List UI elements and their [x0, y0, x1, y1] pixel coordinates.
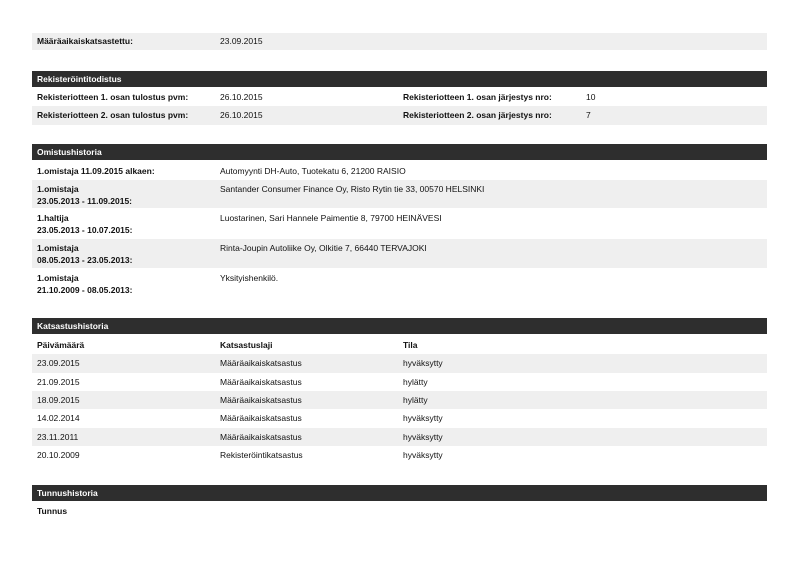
- table-row: [32, 391, 767, 409]
- ownership-role: [37, 242, 220, 266]
- registration-value: 26.10.2015: [220, 110, 263, 120]
- inspection-status: hylätty: [403, 377, 428, 387]
- inspection-type: Määräaikaiskatsastus: [220, 432, 302, 442]
- owner-role: 1.haltija: [37, 213, 69, 223]
- inspection-date-value: 23.09.2015: [220, 36, 263, 46]
- inspection-status: hyväksytty: [403, 432, 443, 442]
- inspection-section-header: Katsastushistoria: [32, 318, 767, 334]
- inspection-date: 18.09.2015: [37, 395, 80, 405]
- registration-value: 26.10.2015: [220, 92, 263, 102]
- table-row: [32, 428, 767, 446]
- inspection-date: 20.10.2009: [37, 450, 80, 460]
- owner-period: 23.05.2013 - 11.09.2015:: [37, 196, 132, 206]
- owner-role: 1.omistaja 11.09.2015 alkaen:: [37, 166, 155, 176]
- ownership-row: [32, 162, 767, 180]
- column-header-date: Päivämäärä: [37, 340, 85, 350]
- owner-details: Yksityishenkilö.: [220, 273, 279, 283]
- owner-details: Luostarinen, Sari Hannele Paimentie 8, 79700 HEINÄVESI: [220, 213, 442, 223]
- ownership-row: [32, 180, 767, 208]
- owner-details: Santander Consumer Finance Oy, Risto Rytin tie 33, 00570 HELSINKI: [220, 184, 485, 194]
- ownership-role: [37, 183, 220, 207]
- inspection-type: Määräaikaiskatsastus: [220, 358, 302, 368]
- ownership-row: [32, 208, 767, 239]
- inspection-header-row: [32, 336, 767, 354]
- inspection-type: Määräaikaiskatsastus: [220, 377, 302, 387]
- ownership-role: [37, 272, 220, 296]
- column-header-status: Tila: [403, 340, 418, 350]
- table-row: [32, 409, 767, 428]
- inspection-status: hylätty: [403, 395, 428, 405]
- table-row: [32, 373, 767, 391]
- inspection-status: hyväksytty: [403, 413, 443, 423]
- owner-role: 1.omistaja: [37, 273, 79, 283]
- inspection-date-row: [32, 33, 767, 50]
- owner-details: Automyynti DH-Auto, Tuotekatu 6, 21200 RAISIO: [220, 166, 406, 176]
- inspection-date: 23.11.2011: [37, 432, 79, 442]
- inspection-date: 23.09.2015: [37, 358, 80, 368]
- registration-row: [32, 106, 767, 125]
- ownership-row: [32, 239, 767, 268]
- inspection-date-label: Määräaikaiskatsastettu:: [37, 36, 133, 46]
- inspection-date: 21.09.2015: [37, 377, 80, 387]
- registration-value: 7: [586, 110, 591, 120]
- inspection-type: Rekisteröintikatsastus: [220, 450, 303, 460]
- inspection-date: 14.02.2014: [37, 413, 80, 423]
- column-header-type: Katsastuslaji: [220, 340, 273, 350]
- ownership-row: [32, 268, 767, 298]
- owner-role: 1.omistaja: [37, 184, 79, 194]
- table-row: [32, 446, 767, 465]
- owner-period: 21.10.2009 - 08.05.2013:: [37, 285, 133, 295]
- registration-label: Rekisteriotteen 2. osan järjestys nro:: [403, 110, 552, 120]
- ownership-role: [37, 212, 220, 236]
- owner-period: 23.05.2013 - 10.07.2015:: [37, 225, 133, 235]
- column-header-plate: Tunnus: [37, 506, 68, 516]
- registration-label: Rekisteriotteen 2. osan tulostus pvm:: [37, 110, 189, 120]
- registration-value: 10: [586, 92, 596, 102]
- registration-section-header: Rekisteröintitodistus: [32, 71, 767, 87]
- owner-period: 08.05.2013 - 23.05.2013:: [37, 255, 133, 265]
- ownership-role: [37, 165, 220, 177]
- inspection-type: Määräaikaiskatsastus: [220, 395, 302, 405]
- plate-history-header-row: [32, 502, 767, 520]
- inspection-status: hyväksytty: [403, 450, 443, 460]
- plate-history-section-header: Tunnushistoria: [32, 485, 767, 501]
- registration-row: [32, 88, 767, 106]
- owner-details: Rinta-Joupin Autoliike Oy, Olkitie 7, 66440 TERVAJOKI: [220, 243, 427, 253]
- inspection-type: Määräaikaiskatsastus: [220, 413, 302, 423]
- registration-label: Rekisteriotteen 1. osan järjestys nro:: [403, 92, 552, 102]
- table-row: [32, 354, 767, 373]
- ownership-section-header: Omistushistoria: [32, 144, 767, 160]
- owner-role: 1.omistaja: [37, 243, 79, 253]
- inspection-status: hyväksytty: [403, 358, 443, 368]
- registration-label: Rekisteriotteen 1. osan tulostus pvm:: [37, 92, 189, 102]
